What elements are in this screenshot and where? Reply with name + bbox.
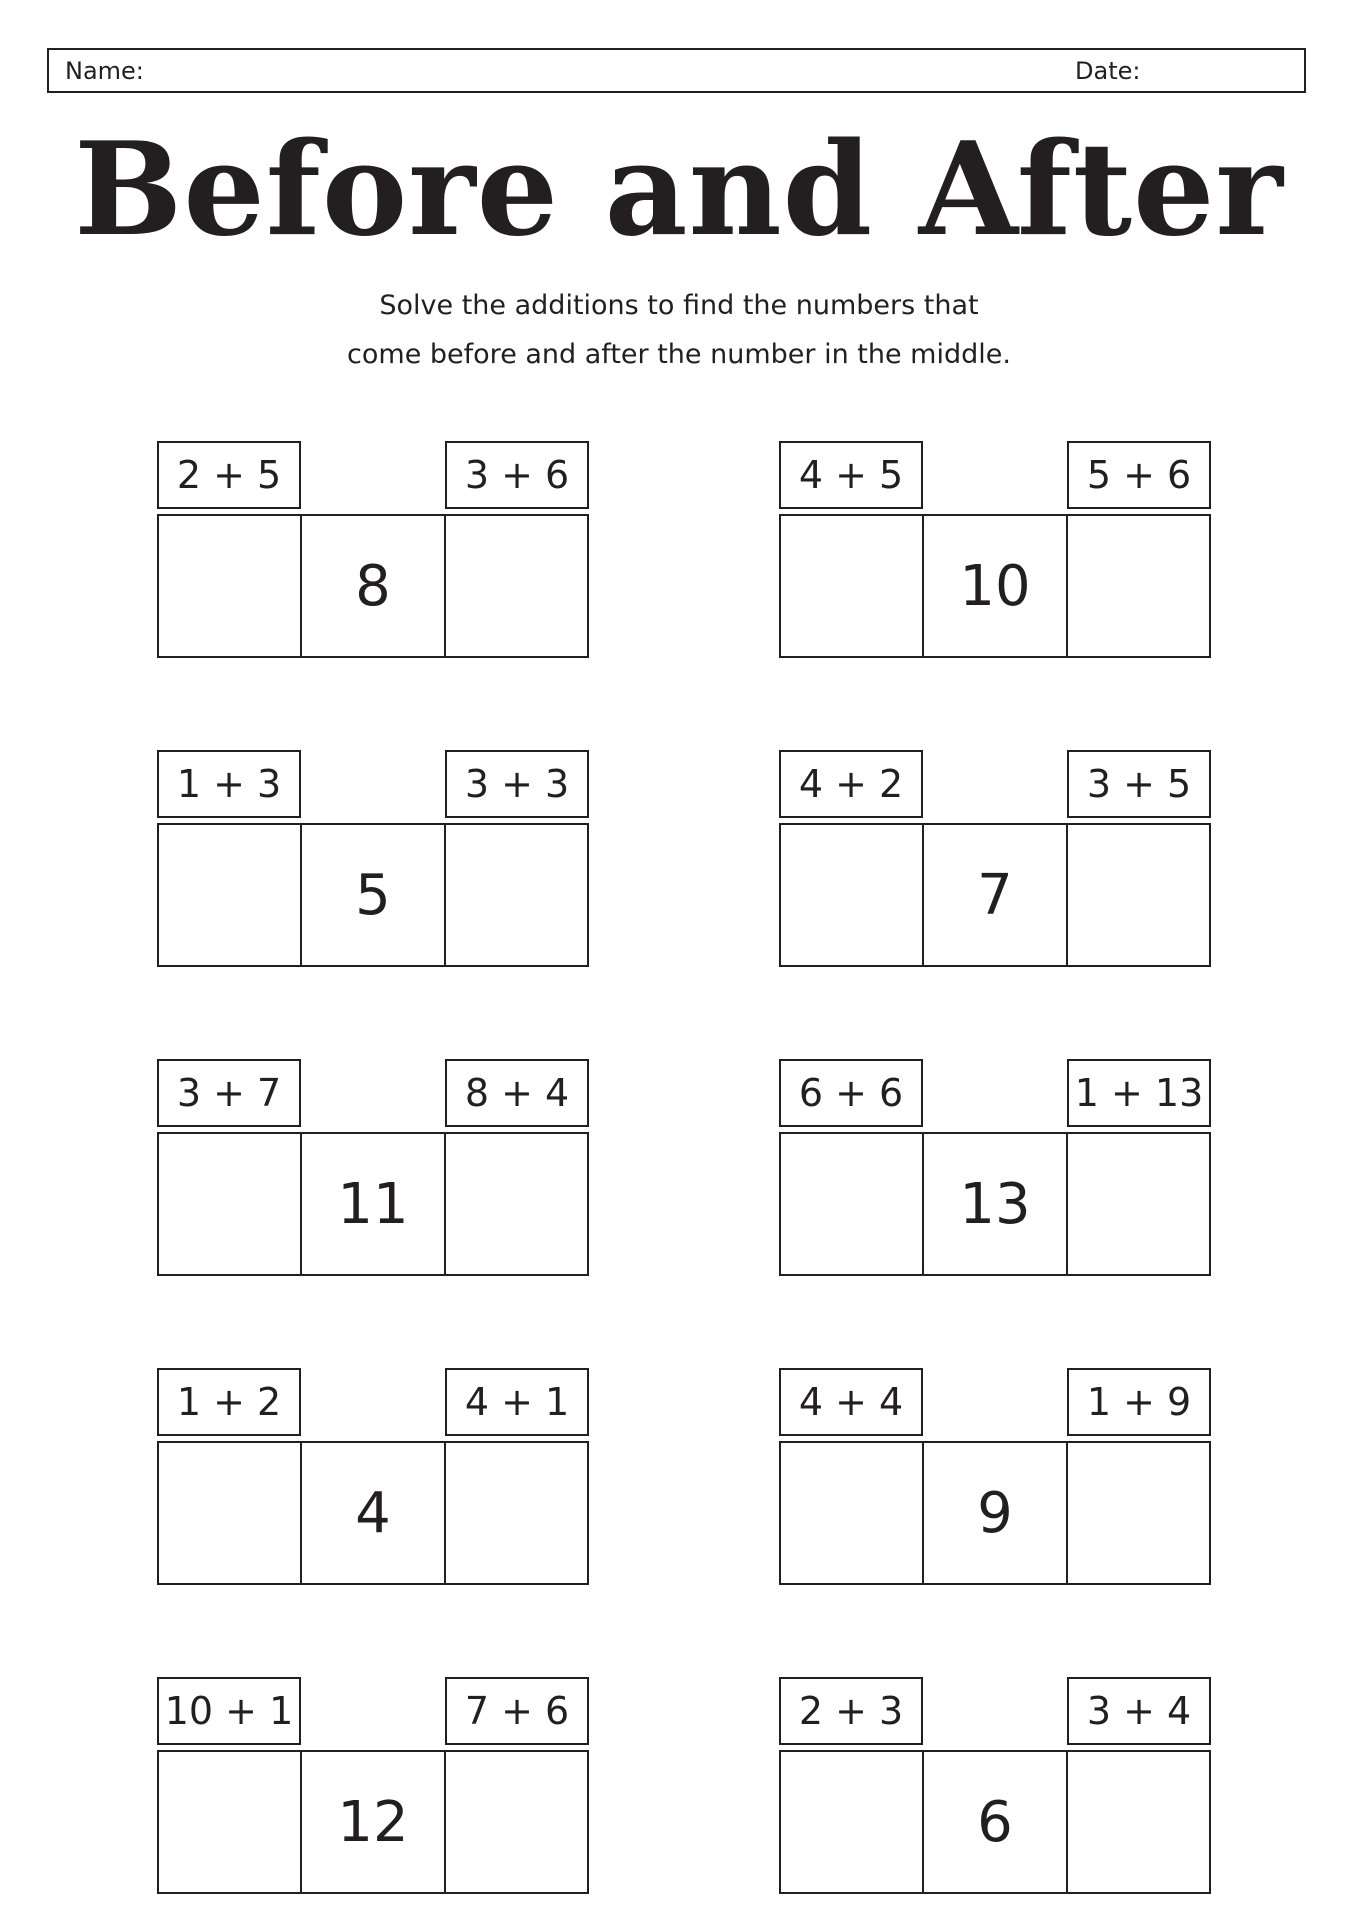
middle-number-box: [300, 1752, 443, 1892]
name-label: Name:: [65, 57, 144, 85]
answer-row: [157, 823, 589, 967]
problem-5: [157, 1059, 589, 1276]
instructions-line-2: come before and after the number in the middle.: [347, 339, 1011, 370]
before-addition: 4 + 5: [779, 441, 923, 509]
problem-2: [779, 441, 1211, 658]
after-answer-box[interactable]: [1066, 516, 1209, 656]
after-answer-box[interactable]: [1066, 1443, 1209, 1583]
middle-number: 4: [355, 1480, 391, 1546]
after-addition: 1 + 13: [1067, 1059, 1211, 1127]
middle-number-box: [300, 1134, 443, 1274]
before-addition: 1 + 2: [157, 1368, 301, 1436]
problem-8: [779, 1368, 1211, 1585]
answer-row: [157, 514, 589, 658]
middle-number: 10: [959, 553, 1031, 619]
problem-10: [779, 1677, 1211, 1894]
before-answer-box[interactable]: [159, 1134, 300, 1274]
middle-number: 8: [355, 553, 391, 619]
problem-6: [779, 1059, 1211, 1276]
before-answer-box[interactable]: [159, 516, 300, 656]
before-answer-box[interactable]: [159, 825, 300, 965]
before-addition: 3 + 7: [157, 1059, 301, 1127]
after-answer-box[interactable]: [444, 516, 587, 656]
answer-row: [157, 1132, 589, 1276]
problem-3: [157, 750, 589, 967]
middle-number-box: [922, 1134, 1065, 1274]
before-answer-box[interactable]: [781, 1134, 922, 1274]
middle-number-box: [922, 825, 1065, 965]
middle-number: 7: [977, 862, 1013, 928]
before-addition: 2 + 5: [157, 441, 301, 509]
answer-row: [157, 1750, 589, 1894]
middle-number-box: [300, 1443, 443, 1583]
middle-number: 13: [959, 1171, 1031, 1237]
before-answer-box[interactable]: [159, 1752, 300, 1892]
after-addition: 4 + 1: [445, 1368, 589, 1436]
answer-row: [779, 514, 1211, 658]
instructions-line-1: Solve the additions to find the numbers that: [379, 290, 979, 321]
name-date-bar: [47, 48, 1306, 93]
before-addition: 6 + 6: [779, 1059, 923, 1127]
problem-7: [157, 1368, 589, 1585]
after-answer-box[interactable]: [1066, 1134, 1209, 1274]
instructions: [0, 281, 1358, 379]
middle-number-box: [922, 516, 1065, 656]
before-answer-box[interactable]: [781, 1443, 922, 1583]
before-answer-box[interactable]: [781, 1752, 922, 1892]
before-addition: 10 + 1: [157, 1677, 301, 1745]
answer-row: [779, 1750, 1211, 1894]
after-addition: 7 + 6: [445, 1677, 589, 1745]
middle-number: 11: [337, 1171, 409, 1237]
after-answer-box[interactable]: [1066, 1752, 1209, 1892]
after-addition: 3 + 6: [445, 441, 589, 509]
answer-row: [779, 823, 1211, 967]
before-answer-box[interactable]: [159, 1443, 300, 1583]
problem-1: [157, 441, 589, 658]
after-addition: 8 + 4: [445, 1059, 589, 1127]
before-answer-box[interactable]: [781, 825, 922, 965]
middle-number: 5: [355, 862, 391, 928]
middle-number: 9: [977, 1480, 1013, 1546]
after-answer-box[interactable]: [444, 1752, 587, 1892]
after-addition: 3 + 5: [1067, 750, 1211, 818]
problem-9: [157, 1677, 589, 1894]
before-addition: 1 + 3: [157, 750, 301, 818]
after-answer-box[interactable]: [444, 1134, 587, 1274]
after-answer-box[interactable]: [444, 1443, 587, 1583]
middle-number: 6: [977, 1789, 1013, 1855]
after-answer-box[interactable]: [444, 825, 587, 965]
after-addition: 3 + 4: [1067, 1677, 1211, 1745]
middle-number: 12: [337, 1789, 409, 1855]
before-addition: 2 + 3: [779, 1677, 923, 1745]
answer-row: [157, 1441, 589, 1585]
middle-number-box: [300, 516, 443, 656]
after-addition: 1 + 9: [1067, 1368, 1211, 1436]
problem-4: [779, 750, 1211, 967]
answer-row: [779, 1132, 1211, 1276]
after-addition: 5 + 6: [1067, 441, 1211, 509]
before-addition: 4 + 2: [779, 750, 923, 818]
before-addition: 4 + 4: [779, 1368, 923, 1436]
answer-row: [779, 1441, 1211, 1585]
middle-number-box: [922, 1443, 1065, 1583]
middle-number-box: [300, 825, 443, 965]
date-label: Date:: [1075, 57, 1141, 85]
before-answer-box[interactable]: [781, 516, 922, 656]
worksheet-title: Before and After: [74, 115, 1284, 265]
after-answer-box[interactable]: [1066, 825, 1209, 965]
middle-number-box: [922, 1752, 1065, 1892]
after-addition: 3 + 3: [445, 750, 589, 818]
